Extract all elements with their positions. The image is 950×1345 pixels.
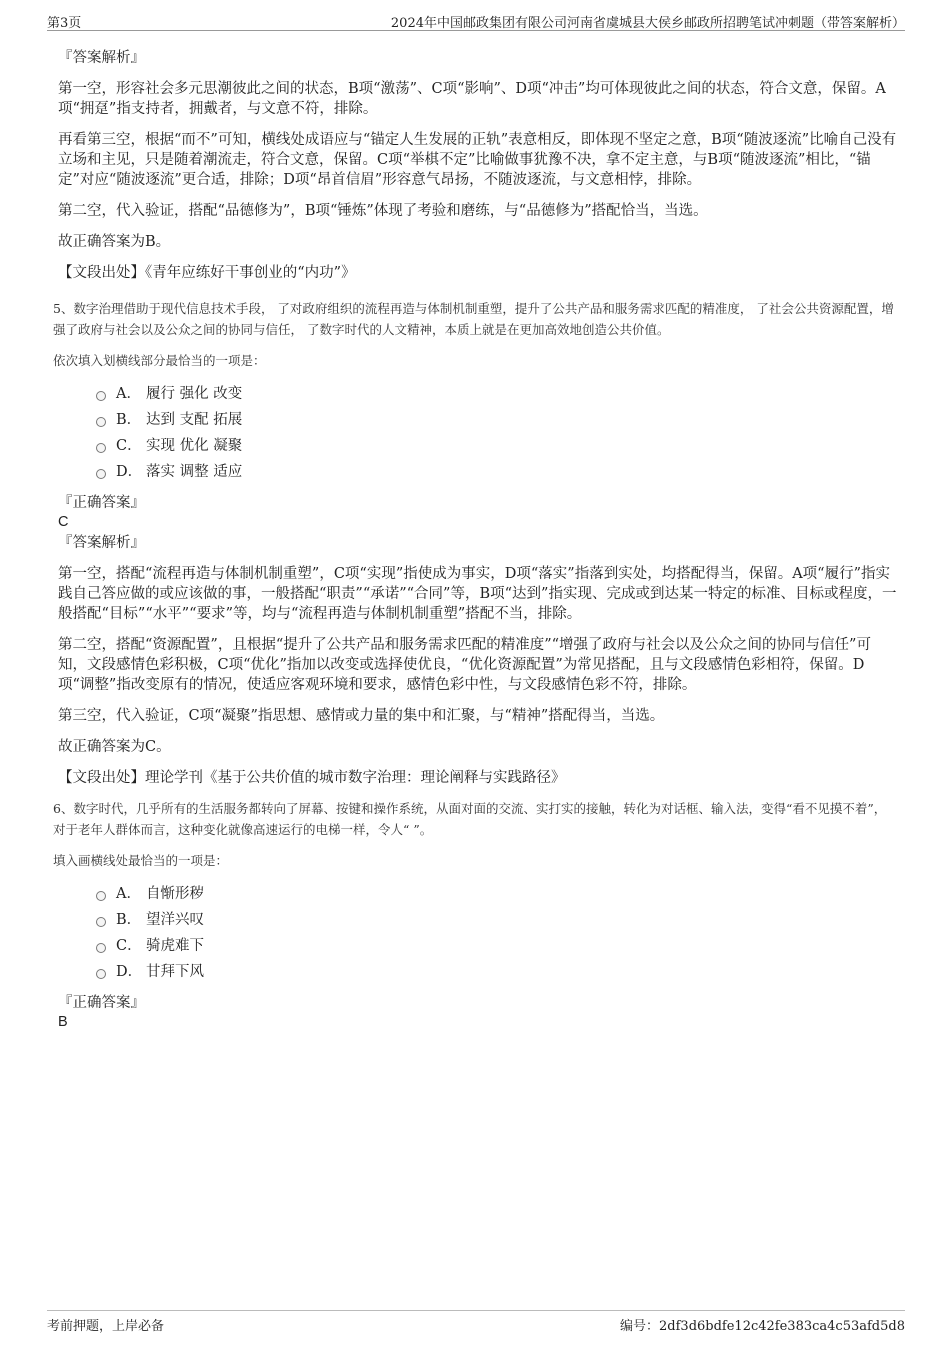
document-id: 编号：2df3d6bdfe12c42fe383ca4c53afd5d8 (620, 1319, 905, 1334)
answer-label: 『正确答案』 (58, 995, 145, 1011)
analysis-label: 『答案解析』 (58, 50, 145, 66)
option-b[interactable]: B． 望洋兴叹 (96, 907, 898, 933)
option-d[interactable]: D． 落实 调整 适应 (96, 459, 898, 485)
question-prompt: 依次填入划横线部分最恰当的一项是： (53, 353, 266, 368)
question-stem: 5、数字治理借助于现代信息技术手段， 了对政府组织的流程再造与体制机制重塑，提升了公共产品和服务需求匹配的精准度， 了社会公共资源配置，增强了政府与社会以及公众之间的协同与信任， 了数字时代的人文精神，本质上就是在更加高效地创造公共价值。 (53, 301, 894, 337)
answer-label: 『正确答案』 (58, 495, 145, 511)
analysis-paragraph: 故正确答案为C。 (58, 739, 171, 755)
page-footer (47, 1310, 905, 1335)
option-c[interactable]: C． 实现 优化 凝聚 (96, 433, 898, 459)
correct-answer: B (58, 1014, 68, 1030)
option-a[interactable]: A． 自惭形秽 (96, 881, 898, 907)
radio-icon[interactable] (96, 969, 106, 979)
option-list (96, 381, 898, 485)
option-c[interactable]: C． 骑虎难下 (96, 933, 898, 959)
question-prompt: 填入画横线处最恰当的一项是： (53, 853, 229, 868)
analysis-paragraph: 故正确答案为B。 (58, 234, 171, 250)
radio-icon[interactable] (96, 943, 106, 953)
question-stem: 6、数字时代，几乎所有的生活服务都转向了屏幕、按键和操作系统，从面对面的交流、实打实的接触，转化为对话框、输入法，变得“看不见摸不着”，对于老年人群体而言，这种变化就像高速运行的电梯一样，令人“ ”。 (53, 801, 887, 837)
radio-icon[interactable] (96, 417, 106, 427)
analysis-paragraph: 再看第三空，根据“而不”可知，横线处成语应与“锚定人生发展的正轨”表意相反，即体现不坚定之意，B项“随波逐流”比喻自己没有立场和主见，只是随着潮流走，符合文意，保留。C项“举棋不定”比喻做事犹豫不决，拿不定主意，与B项“随波逐流”相比，“锚定”对应“随波逐流”更合适，排除；D项“昂首信眉”形容意气昂扬，不随波逐流，与文意相悖，排除。 (58, 132, 897, 188)
option-b[interactable]: B． 达到 支配 拓展 (96, 407, 898, 433)
footer-slogan: 考前押题，上岸必备 (47, 1319, 165, 1334)
radio-icon[interactable] (96, 443, 106, 453)
page-content (53, 46, 898, 1031)
analysis-paragraph: 第二空，搭配“资源配置”，且根据“提升了公共产品和服务需求匹配的精准度”“增强了政府与社会以及公众之间的协同与信任”可知，文段感情色彩积极，C项“优化”指加以改变或选择使优良，“优化资源配置”为常见搭配，且与文段感情色彩相符，保留。D项“调整”指改变原有的情况，使适应客观环境和要求，感情色彩中性，与文段感情色彩不符，排除。 (58, 637, 871, 693)
source-citation: 【文段出处】《青年应练好干事创业的“内功”》 (58, 265, 356, 281)
correct-answer: C (58, 514, 69, 530)
source-citation: 【文段出处】理论学刊《基于公共价值的城市数字治理：理论阐释与实践路径》 (58, 770, 566, 786)
radio-icon[interactable] (96, 891, 106, 901)
analysis-label: 『答案解析』 (58, 535, 145, 551)
document-title: 2024年中国邮政集团有限公司河南省虞城县大侯乡邮政所招聘笔试冲刺题（带答案解析） (390, 16, 905, 31)
radio-icon[interactable] (96, 917, 106, 927)
radio-icon[interactable] (96, 469, 106, 479)
analysis-paragraph: 第一空，搭配“流程再造与体制机制重塑”，C项“实现”指使成为事实，D项“落实”指落到实处，均搭配得当，保留。A项“履行”指实践自己答应做的或应该做的事，一般搭配“职责”“承诺”“合同”等，B项“达到”指实现、完成或到达某一特定的标准、目标或程度，一般搭配“目标”“水平”“要求”等，均与“流程再造与体制机制重塑”搭配不当，排除。 (58, 566, 897, 622)
analysis-paragraph: 第二空，代入验证，搭配“品德修为”，B项“锤炼”体现了考验和磨练，与“品德修为”搭配恰当，当选。 (58, 203, 708, 219)
option-a[interactable]: A． 履行 强化 改变 (96, 381, 898, 407)
page-number: 第3页 (47, 16, 82, 31)
radio-icon[interactable] (96, 391, 106, 401)
page-header (47, 10, 905, 31)
analysis-paragraph: 第一空，形容社会多元思潮彼此之间的状态，B项“激荡”、C项“影响”、D项“冲击”均可体现彼此之间的状态，符合文意，保留。A项“拥趸”指支持者，拥戴者，与文意不符，排除。 (58, 81, 886, 117)
analysis-paragraph: 第三空，代入验证，C项“凝聚”指思想、感情或力量的集中和汇聚，与“精神”搭配得当，当选。 (58, 708, 665, 724)
option-list (96, 881, 898, 985)
option-d[interactable]: D． 甘拜下风 (96, 959, 898, 985)
